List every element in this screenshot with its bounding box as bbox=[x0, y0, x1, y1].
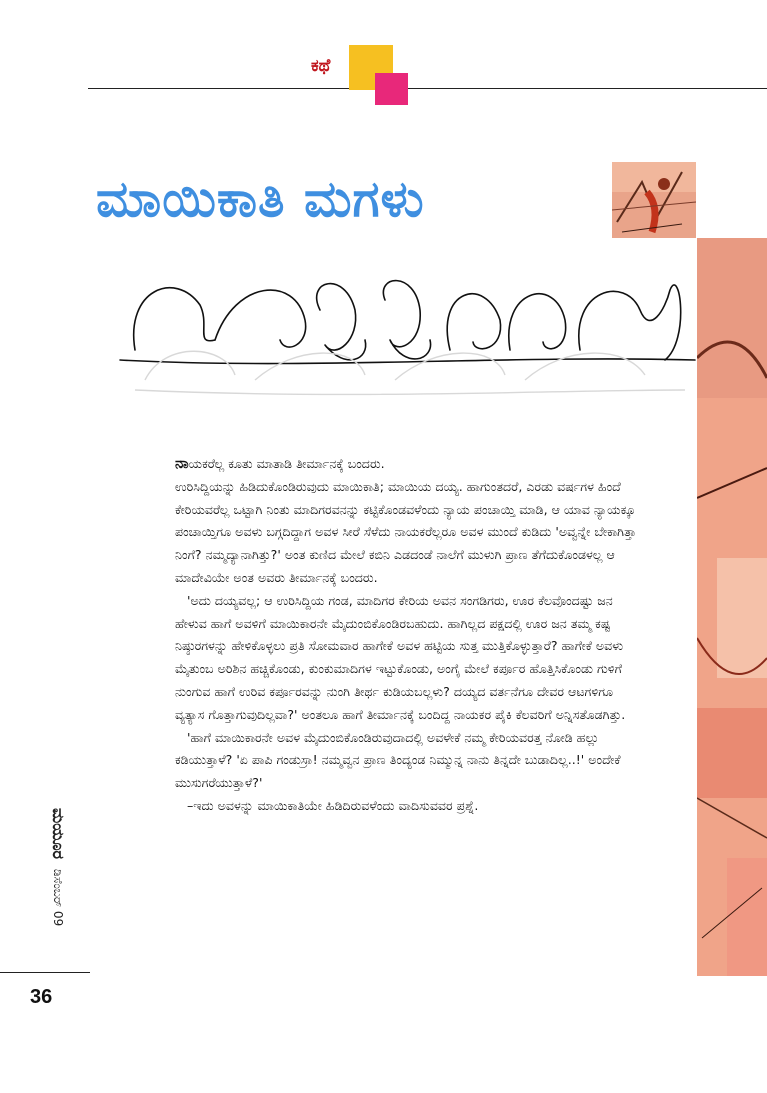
drop-cap: ನಾ bbox=[175, 454, 189, 472]
sidebar-folio bbox=[38, 808, 78, 968]
paragraph-1 bbox=[175, 452, 645, 476]
article-body bbox=[175, 452, 645, 818]
decor-pink-square bbox=[375, 73, 408, 105]
page-number: 36 bbox=[30, 986, 53, 1008]
issue-date: ಡಿಸೆಂಬರ್ 09 bbox=[51, 869, 66, 927]
magazine-name: ಮಯೂರ bbox=[49, 808, 68, 860]
footer-rule bbox=[0, 972, 90, 973]
paragraph-5: –ಇದು ಅವಳನ್ನು ಮಾಯಿಕಾತಿಯೇ ಹಿಡಿದಿರುವಳೆಂದು ವಾದಿಸುವವರ ಪ್ರಶ್ನೆ. bbox=[187, 797, 479, 813]
side-painting bbox=[697, 238, 767, 976]
article-title: ಮಾಯಿಕಾತಿ ಮಗಳು bbox=[96, 170, 425, 228]
paragraph-1-text: ಯಕರೆಲ್ಲ ಕೂತು ಮಾತಾಡಿ ತೀರ್ಮಾನಕ್ಕೆ ಬಂದರು. bbox=[188, 456, 385, 471]
thumbnail-painting bbox=[612, 162, 696, 238]
paragraph-2: ಉರಿಸಿದ್ದಿಯನ್ನು ಹಿಡಿದುಕೊಂಡಿರುವುದು ಮಾಯಿಕಾತಿ; ಮಾಯಿಯ ದಯ್ಯ. ಹಾಗುಂತದರೆ, ಎರಡು ವರ್ಷಗಳ ಹಿಂದೆ ಕೇರಿಯವರೆಲ್ಲ ಒಟ್ಟಾಗಿ ನಿಂತು ಮಾದಿಗರವನನ್ನು ಕಟ್ಟಿಕೊಂಡವಳೆಂದು ನ್ಯಾಯ ಪಂಚಾಯ್ತಿ ಮಾಡಿ, ಆ ಯಾವ ನ್ಯಾಯಕ್ಕೂ ಪಂಚಾಯ್ತಿಗೂ ಅವಳು ಬಗ್ಗದಿದ್ದಾಗ ಅವಳ ಸೀರೆ ಸೆಳೆದು ನಾಯಕರೆಲ್ಲರೂ ಅವಳ ಮುಂದೆ ಕುಡಿದು 'ಅವ್ವನ್ನೇ ಬೇಕಾಗಿತ್ತಾ ನಿಂಗೆ? ನಮ್ಮದ್ಯಾನಾಗಿತ್ತು?' ಅಂತ ಕುಣಿದ ಮೇಲೆ ಕಬಿನಿ ಎಡದಂಡೆ ನಾಲೆಗೆ ಮುಳುಗಿ ಪ್ರಾಣ ತೆಗೆದುಕೊಂಡಳಲ್ಲ ಆ ಮಾದೇವಿಯೇ ಅಂತ ಅವರು ತೀರ್ಮಾನಕ್ಕೆ ಬಂದರು. bbox=[175, 478, 637, 585]
section-label: ಕಥೆ bbox=[311, 56, 331, 76]
author-signature bbox=[105, 250, 705, 410]
paragraph-4: 'ಹಾಗೆ ಮಾಯಿಕಾರನೇ ಅವಳ ಮೈದುಂಬಿಕೊಂಡಿರುವುದಾದಲ್ಲಿ ಅವಳೇಕೆ ನಮ್ಮ ಕೇರಿಯವರತ್ತ ನೋಡಿ ಹಲ್ಲು ಕಡಿಯುತ್ತಾಳೆ? 'ಏ ಪಾಪಿ ಗಂಡುಸ್ರಾ! ನಮ್ಮವ್ವನ ಪ್ರಾಣ ತಿಂದ್ಯಂಡ ನಿಮ್ಮುನ್ನ ನಾನು ತಿನ್ನದೇ ಬುಡಾದಿಲ್ಲ..!' ಅಂದೇಕೆ ಮುಸುಗರೆಯುತ್ತಾಳೆ?' bbox=[175, 729, 621, 791]
paragraph-3: 'ಅದು ದಯ್ಯವಲ್ಲ; ಆ ಉರಿಸಿದ್ದಿಯ ಗಂಡ, ಮಾದಿಗರ ಕೇರಿಯ ಅವನ ಸಂಗಡಿಗರು, ಊರ ಕೆಲವೊಂದಷ್ಟು ಜನ ಹೇಳುವ ಹಾಗೆ ಅವಳಿಗೆ ಮಾಯಿಕಾರನೇ ಮೈದುಂಬಿಕೊಂಡಿರಬಹುದು. ಹಾಗಿಲ್ಲದ ಪಕ್ಷದಲ್ಲಿ ಊರ ಜನ ತಮ್ಮ ಕಷ್ಟ ನಿಷ್ಠುರಗಳನ್ನು ಹೇಳಿಕೊಳ್ಳಲು ಪ್ರತಿ ಸೋಮವಾರ ಹಾಗೇಕೆ ಅವಳ ಹಟ್ಟಿಯ ಸುತ್ತ ಮುತ್ತಿಕೊಳ್ಳುತ್ತಾರೆ? ಹಾಗೇಕೆ ಅವಳು ಮೈತುಂಬ ಅರಿಶಿನ ಹಚ್ಚಿಕೊಂಡು, ಕುಂಕುಮಾದಿಗಳ ಇಟ್ಟುಕೊಂಡು, ಅಂಗೈ ಮೇಲೆ ಕರ್ಪೂರ ಹೊತ್ತಿಸಿಕೊಂಡು ಗುಳಿಗೆ ನುಂಗುವ ಹಾಗೆ ಉರಿವ ಕರ್ಪೂರವನ್ನು ನುಂಗಿ ತೀರ್ಥ ಕುಡಿಯಬಲ್ಲಳು? ದಯ್ಯದ ವರ್ತನೆಗೂ ದೇವರ ಆಟಗಳಿಗೂ ವ್ಯತ್ಯಾಸ ಗೊತ್ತಾಗುವುದಿಲ್ಲವಾ?' ಅಂತಲೂ ಹಾಗೆ ತೀರ್ಮಾನಕ್ಕೆ ಬಂದಿದ್ದ ನಾಯಕರ ಪೈಕಿ ಕೆಲವರಿಗೆ ಅನ್ನಿಸತೊಡಗಿತ್ತು. bbox=[175, 592, 626, 722]
header-rule bbox=[88, 88, 767, 89]
